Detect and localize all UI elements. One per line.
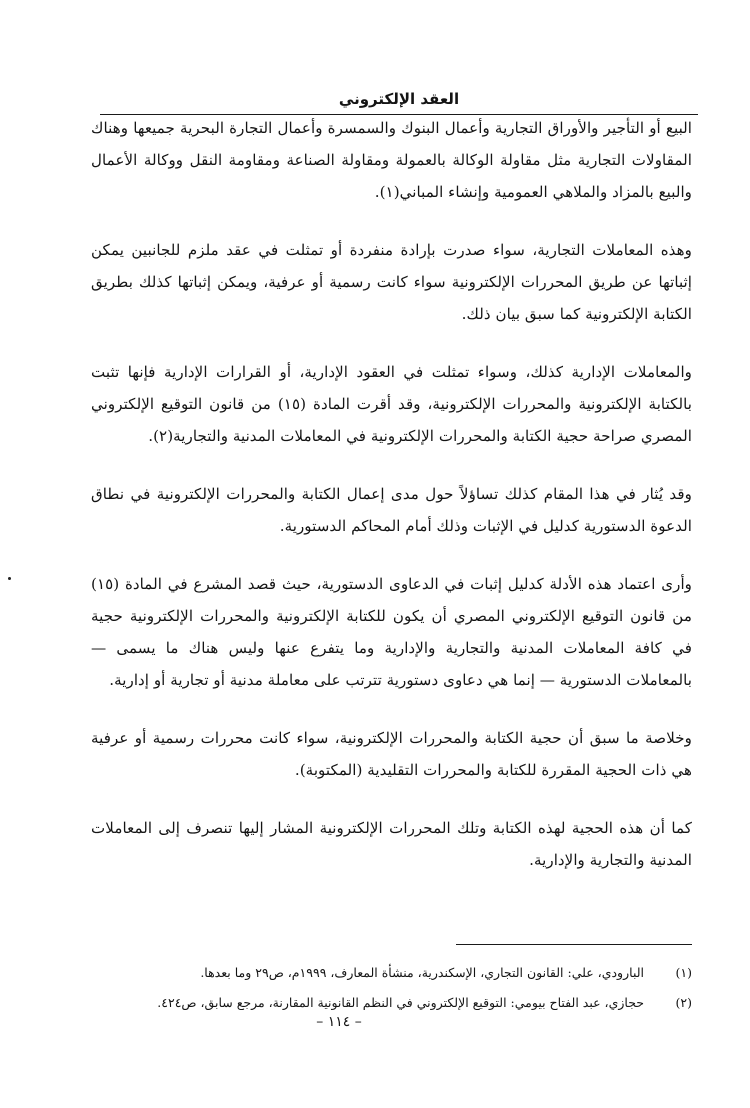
page-number: – ١١٤ – (316, 1014, 362, 1030)
footnote-number: (٢) (675, 995, 692, 1010)
footnote-text: البارودي، علي: القانون التجاري، الإسكندرية، منشأة المعارف، ١٩٩٩م، ص٢٩ وما بعدها. (200, 965, 644, 980)
header-title: العقد الإلكتروني (338, 90, 460, 108)
footnote-divider (456, 944, 692, 945)
paragraph: وهذه المعاملات التجارية، سواء صدرت بإرادة منفردة أو تمثلت في عقد ملزم للجانبين يمكن إثباتها عن طريق المحررات الإلكترونية سواء كانت رسمية أو عرفية، ويمكن إثباتها كذلك بطريق الكتابة الإلكترونية كما سبق بيان ذلك. (91, 241, 692, 323)
paragraph: وقد يُثار في هذا المقام كذلك تساؤلاً حول مدى إعمال الكتابة والمحررات الإلكترونية في نطاق الدعوة الدستورية كدليل في الإثبات وذلك أمام المحاكم الدستورية. (91, 485, 692, 535)
paragraph: البيع أو التأجير والأوراق التجارية وأعمال البنوك والسمسرة وأعمال التجارة البحرية جميعها وهناك المقاولات التجارية مثل مقاولة الوكالة بالعمولة ومقاولة الصناعة ومقاومة النقل ووكالة الأعمال والبيع بالمزاد والملاهي العمومية وإنشاء المباني(١). (91, 119, 692, 201)
margin-speck (8, 577, 11, 580)
paragraph: وخلاصة ما سبق أن حجية الكتابة والمحررات الإلكترونية، سواء كانت محررات رسمية أو عرفية هي ذات الحجية المقررة للكتابة والمحررات التقليدية (المكتوبة). (91, 729, 692, 779)
footnotes (91, 958, 692, 1018)
running-header (100, 88, 698, 115)
main-text (91, 112, 692, 902)
footnote-text: حجازي، عبد الفتاح بيومي: التوقيع الإلكتروني في النظم القانونية المقارنة، مرجع سابق، ص٤٢٤. (157, 995, 644, 1010)
paragraph: وأرى اعتماد هذه الأدلة كدليل إثبات في الدعاوى الدستورية، حيث قصد المشرع في المادة (١٥) من قانون التوقيع الإلكتروني المصري أن يكون للكتابة الإلكترونية والمحررات الإلكترونية حجية في كافة المعاملات المدنية والتجارية والإدارية وما يتفرع عنها وليس هناك ما يسمى — بالمعاملات الدستورية — إنما هي دعاوى دستورية تترتب على معاملة مدنية أو تجارية أو إدارية. (91, 575, 692, 689)
footnote-item (91, 958, 692, 988)
paragraph: والمعاملات الإدارية كذلك، وسواء تمثلت في العقود الإدارية، أو القرارات الإدارية فإنها تثبت بالكتابة الإلكترونية والمحررات الإلكترونية، وقد أقرت المادة (١٥) من قانون التوقيع الإلكتروني المصري صراحة حجية الكتابة والمحررات الإلكترونية في المعاملات المدنية والتجارية(٢). (91, 363, 692, 445)
paragraph: كما أن هذه الحجية لهذه الكتابة وتلك المحررات الإلكترونية المشار إليها تنصرف إلى المعاملات المدنية والتجارية والإدارية. (91, 819, 692, 869)
footnote-number: (١) (675, 965, 692, 980)
